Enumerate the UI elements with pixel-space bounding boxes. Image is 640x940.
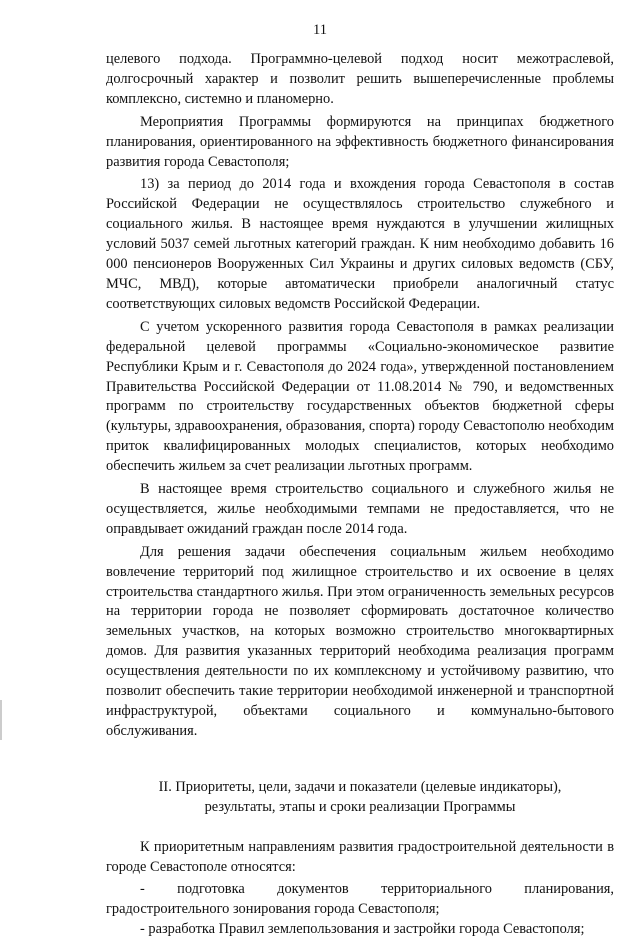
list-item-2: - разработка Правил землепользования и застройки города Севастополя;: [140, 921, 585, 938]
document-body: [106, 50, 614, 940]
paragraph-2: Мероприятия Программы формируются на принципах бюджетного планирования, ориентированного на эффективность бюджетного финансирования развития города Севастополя;: [106, 113, 614, 170]
list-item-1: - подготовка документов территориального планирования, градостроительного зонирования города Севастополя;: [106, 881, 614, 918]
section-intro-paragraph: К приоритетным направлениям развития градостроительной деятельности в городе Севастополе относятся:: [106, 838, 614, 875]
page-number: 11: [313, 22, 327, 38]
paragraph-3: 13) за период до 2014 года и вхождения города Севастополя в состав Российской Федерации не осуществлялось строительство служебного и социального жилья. В настоящее время нуждаются в улучшении жилищных условий 5037 семей льготных категорий граждан. К ним необходимо добавить 16 000 пенсионеров Вооруженных Сил Украины и других силовых ведомств (СБУ, МЧС, МВД), которые автоматически приобрели аналогичный статус соответствующих силовых ведомств Российской Федерации.: [106, 176, 614, 312]
paragraph-1: целевого подхода. Программно-целевой подход носит межотраслевой, долгосрочный характер и позволит решить вышеперечисленные проблемы комплексно, системно и планомерно.: [106, 51, 614, 107]
section-heading: [106, 778, 614, 818]
section-heading-line-2: результаты, этапы и сроки реализации Программы: [204, 798, 516, 815]
scan-margin-mark: [0, 700, 2, 740]
paragraph-5: В настоящее время строительство социального и служебного жилья не осуществляется, жилье необходимыми темпами не предоставляется, что не оправдывает ожиданий граждан после 2014 года.: [106, 481, 614, 537]
paragraph-4: С учетом ускоренного развития города Севастополя в рамках реализации федеральной целевой программы «Социально-экономическое развитие Республики Крым и г. Севастополя до 2024 года», утвержденной постановлением Правительства Российской Федерации от 11.08.2014 № 790, и ведомственных программ по строительству государственных объектов бюджетной сферы (культуры, здравоохранения, образования, спорта) городу Севастополю необходим приток квалифицированных молодых специалистов, которых необходимо обеспечить жильем за счет реализации льготных программ.: [106, 318, 614, 475]
section-heading-line-1: II. Приоритеты, цели, задачи и показатели (целевые индикаторы),: [158, 778, 562, 795]
paragraph-6: Для решения задачи обеспечения социальным жильем необходимо вовлечение территорий под жилищное строительство и их освоение в целях строительства стандартного жилья. При этом ограниченность земельных ресурсов на территории города не позволяет сформировать достаточное количество земельных участков, на которых возможно строительство многоквартирных домов. Для развития указанных территорий необходима реализация программ осуществления деятельности по их комплексному и устойчивому развитию, что позволит обеспечить такие территории необходимой инженерной и транспортной инфраструктурой, объектами социального и коммунально-бытового обслуживания.: [106, 543, 614, 739]
